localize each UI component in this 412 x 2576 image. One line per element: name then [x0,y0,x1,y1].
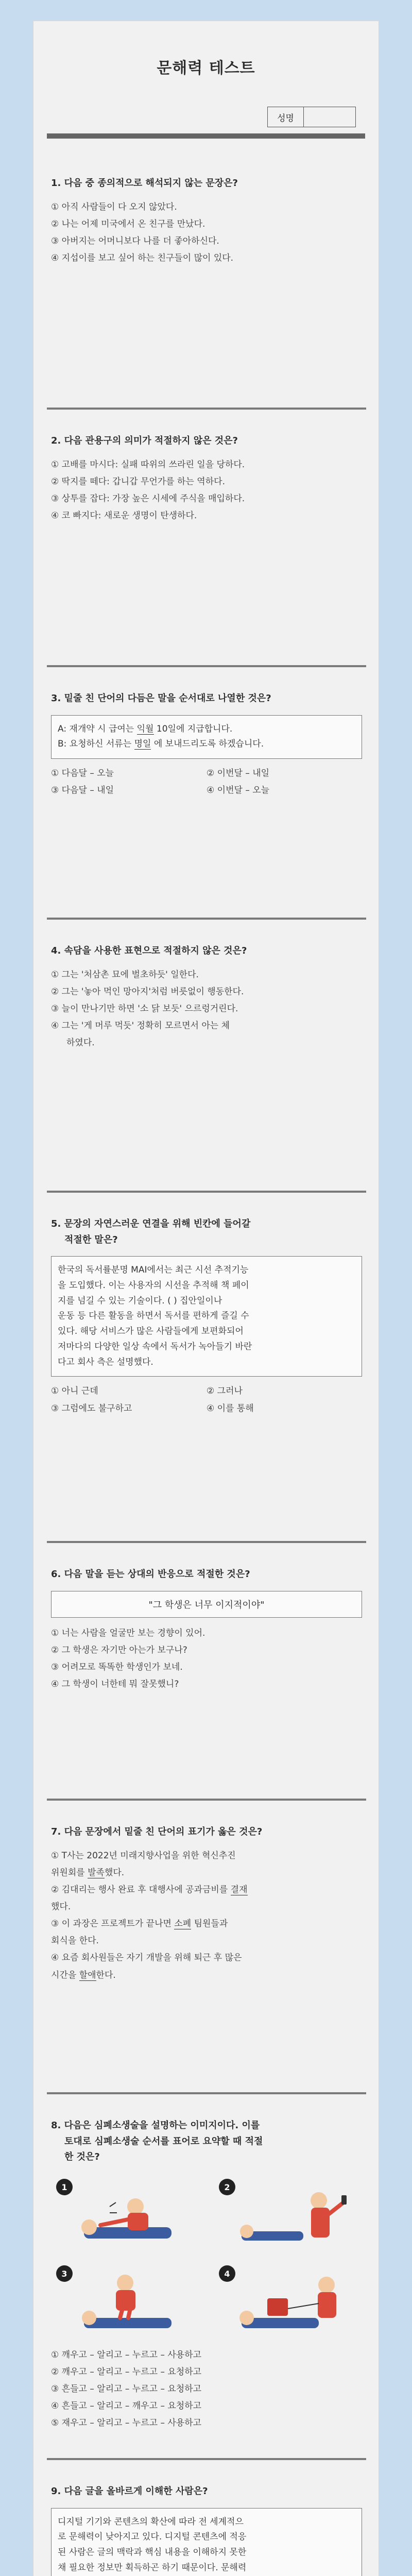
option-text: 했다. [104,1867,125,1878]
passage-text: A: 재개약 시 급여는 [58,723,137,734]
passage-box [51,715,362,759]
question-title: 3. 밑줄 친 단어의 다듬은 말을 순서대로 나열한 것은? [51,693,271,704]
option-item[interactable]: ④ 이번달 – 오늘 [207,785,270,796]
passage-text: 에 보내드리도록 하겠습니다. [151,739,264,750]
question-5 [51,1216,362,1417]
option-item[interactable]: ② 딱지를 떼다: 갑니갑 무언가를 하는 역하다. [51,476,225,487]
option-text: 시간을 [51,1970,79,1980]
option-item[interactable]: ③ 다음달 – 내일 [51,785,114,796]
option-text: ② 김대리는 행사 완료 후 대행사에 공과금비를 [51,1884,231,1895]
question-4 [51,943,362,1052]
question-divider [47,918,366,920]
option-item[interactable]: ② 그 학생은 자기만 아는가 보구나? [51,1645,187,1655]
question-title-cont: 적절한 말은? [64,1234,118,1245]
passage-line: 운동 등 다른 활동을 하면서 독서를 편하게 즐길 수 [58,1311,249,1321]
option-continuation: 하였다. [66,1038,95,1048]
option-item[interactable]: ② 그는 '놓아 먹인 망아지'처럼 버릇없이 행동한다. [51,986,244,997]
cpr-step-3 [53,2262,197,2340]
passage-line: 을 도입했다. 이는 사용자의 시선을 추적해 책 페이 [58,1280,249,1291]
underlined-word: 결재 [230,1884,248,1895]
option-text: 한다. [96,1970,116,1980]
option-item[interactable]: ④ 그는 '게 머루 먹듯' 정확히 모르면서 아는 체 [51,1021,230,1031]
question-divider [47,408,366,410]
option-item-cont [51,1967,362,1984]
question-8 [51,2118,362,2432]
passage-line: 디지털 기기와 콘텐츠의 확산에 따라 전 세계적으 [58,2516,244,2527]
question-divider [47,1191,366,1193]
cpr-step-3-illustration [53,2262,197,2340]
option-list [51,2347,362,2432]
passage-box [51,1256,362,1377]
option-item[interactable]: ④ 요즘 회사원들은 자기 개발을 위해 퇴근 후 많은 [51,1953,242,1963]
question-6 [51,1567,362,1693]
option-item[interactable]: ① 아직 사람들이 다 오지 않았다. [51,201,177,212]
passage-line: 된 사람은 글의 맥락과 핵심 내용을 이해하지 못한 [58,2547,247,2558]
quote-box: "그 학생은 너무 이지적이야" [51,1591,362,1618]
question-title-cont: 토대로 심폐소생술 순서를 표어로 요약할 때 적절 [64,2136,263,2147]
cpr-illustrations [51,2176,362,2340]
passage-line: 한국의 독서률분명 MAI에서는 최근 시선 추적기능 [58,1265,249,1276]
question-title: 7. 다음 문장에서 밑줄 친 단어의 표기가 옳은 것은? [51,1826,263,1837]
option-list [51,1383,362,1417]
option-item[interactable] [51,1916,362,1933]
option-item[interactable]: ② 이번달 – 내일 [207,768,270,779]
option-list [51,1848,362,1984]
step-number: 2 [224,2182,230,2192]
passage-line [58,737,355,752]
question-title: 8. 다음은 심폐소생술을 설명하는 이미지이다. 이를 [51,2120,260,2131]
passage-line: 저마다의 다양한 일상 속에서 독서가 녹아들기 바란 [58,1341,252,1352]
question-title: 5. 문장의 자연스러운 연결을 위해 빈칸에 들어갈 [51,1218,251,1229]
passage-line: 있다. 해당 서비스가 많은 사람들에게 보편화되어 [58,1326,244,1337]
option-item[interactable]: ④ 흔들고 – 알리고 – 깨우고 – 요청하고 [51,2401,202,2412]
option-item[interactable]: ③ 상투를 잡다: 가장 높은 시세에 주식을 매입하다. [51,493,245,504]
option-item[interactable]: ① 너는 사람을 얼굴만 보는 경향이 있어. [51,1628,205,1638]
question-title: 9. 다음 글을 올바르게 이해한 사람은? [51,2486,208,2497]
question-divider [47,1541,366,1543]
step-number: 1 [61,2182,67,2192]
question-divider [47,2458,366,2460]
underlined-word: 익월 [136,723,154,734]
option-list [51,456,362,525]
cpr-step-2 [216,2176,360,2253]
test-sheet [33,21,379,2576]
option-item[interactable]: ① T사는 2022년 미래지향사업을 위한 혁신추진 [51,1850,236,1861]
step-number: 3 [61,2268,67,2279]
option-item[interactable]: ④ 그 학생이 너한테 뭐 잘못했니? [51,1679,179,1690]
question-divider [47,665,366,667]
option-item[interactable]: ① 아니 근데 [51,1386,98,1397]
option-item[interactable]: ① 깨우고 – 알리고 – 누르고 – 사용하고 [51,2349,202,2360]
option-item[interactable]: ④ 지섭이를 보고 싶어 하는 친구들이 많이 있다. [51,253,234,264]
option-text: 위원회를 [51,1867,88,1878]
header-divider [47,133,365,139]
cpr-step-1-illustration [53,2176,197,2253]
underlined-word: 명일 [134,739,151,750]
option-item-cont: 회식을 한다. [51,1936,99,1946]
option-item[interactable]: ① 그는 '처삼촌 묘에 벌초하듯' 일한다. [51,969,199,980]
question-title-cont: 한 것은? [64,2151,100,2163]
question-3 [51,691,362,799]
question-divider [47,1799,366,1801]
question-title: 2. 다음 관용구의 의미가 적절하지 않은 것은? [51,435,238,446]
passage-text: B: 요청하신 서류는 [58,739,134,750]
option-item-cont: 했다. [51,1902,71,1912]
passage-line: 로 문해력이 낮아지고 있다. 디지털 콘텐츠에 적응 [58,2532,247,2543]
question-title: 1. 다음 중 종의적으로 해석되지 않는 문장은? [51,178,238,189]
question-divider [47,2092,366,2094]
cpr-step-4-illustration [216,2262,360,2340]
option-item[interactable]: ④ 이를 통해 [207,1403,254,1414]
passage-box [51,2508,362,2576]
underlined-word: 발족 [88,1867,105,1878]
option-item[interactable]: ③ 늘이 만나기만 하면 '소 닭 보듯' 으르렁거린다. [51,1003,238,1014]
option-list [51,967,362,1052]
option-item-cont [51,1865,362,1882]
option-list [51,1625,362,1693]
passage-line: 채 필요한 정보만 획득하곤 하기 때문이다. 문해력 [58,2562,247,2573]
option-item[interactable]: ② 그러나 [207,1386,243,1397]
name-box [267,107,356,127]
question-1 [51,176,362,267]
name-row [33,107,356,127]
passage-line: 다고 회사 측은 설명했다. [58,1357,153,1367]
option-item[interactable]: ② 깨우고 – 알리고 – 누르고 – 요청하고 [51,2366,202,2377]
option-item[interactable]: ① 다음달 – 오늘 [51,768,114,779]
passage-text: 10일에 지급합니다. [153,723,233,734]
question-title: 4. 속담을 사용한 표현으로 적절하지 않은 것은? [51,945,247,956]
question-9 [51,2484,362,2576]
option-item[interactable]: ③ 어려모로 똑똑한 학생인가 보네. [51,1662,183,1672]
passage-line: 지를 넘길 수 있는 기술이다. ( ) 집안일이나 [58,1295,222,1306]
question-title: 6. 다음 말을 듣는 상대의 반응으로 적절한 것은? [51,1569,250,1580]
option-item[interactable]: ③ 아버지는 어머니보다 나를 더 좋아하신다. [51,235,219,246]
option-text: 팀원들과 [191,1919,228,1929]
option-item[interactable]: ① 고배를 마시다: 실패 따위의 쓰라린 일을 당하다. [51,459,245,470]
option-item[interactable]: ② 나는 어제 미국에서 온 친구를 만났다. [51,218,205,229]
step-number: 4 [224,2268,230,2279]
name-field[interactable] [304,107,355,127]
option-text: ③ 이 과장은 프로젝트가 끝나면 [51,1919,175,1929]
option-item[interactable]: ⑤ 재우고 – 알리고 – 누르고 – 사용하고 [51,2418,202,2429]
question-2 [51,433,362,524]
passage-line [58,722,355,737]
page-title: 문해력 테스트 [157,59,255,77]
option-list [51,765,362,799]
option-item[interactable] [51,1882,362,1899]
cpr-step-1 [53,2176,197,2253]
underlined-word: 소폐 [174,1919,192,1929]
option-item[interactable]: ③ 그럼에도 불구하고 [51,1403,132,1414]
question-7 [51,1824,362,1984]
option-item[interactable]: ③ 흔들고 – 알리고 – 누르고 – 요청하고 [51,2384,202,2395]
cpr-step-4 [216,2262,360,2340]
underlined-word: 할애 [79,1970,96,1980]
option-item[interactable]: ④ 코 빠지다: 새로운 생명이 탄생하다. [51,511,197,521]
option-list [51,199,362,267]
cpr-step-2-illustration [216,2176,360,2253]
name-label: 성명 [268,107,304,127]
